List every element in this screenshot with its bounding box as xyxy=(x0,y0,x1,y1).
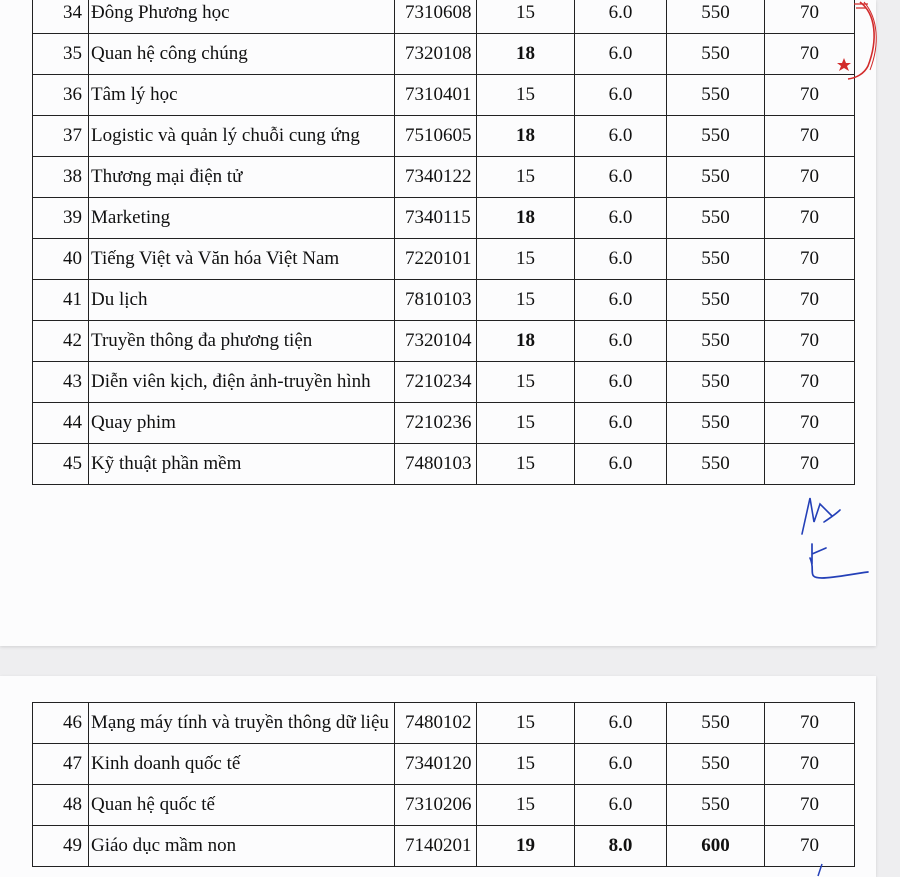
score-col-4: 70 xyxy=(765,744,855,785)
program-code: 7810103 xyxy=(395,280,477,321)
row-number: 37 xyxy=(33,116,89,157)
admission-score-table-2 xyxy=(32,702,855,867)
score-col-2: 6.0 xyxy=(575,444,667,485)
row-number: 39 xyxy=(33,198,89,239)
program-code: 7340122 xyxy=(395,157,477,198)
score-col-1: 15 xyxy=(477,362,575,403)
program-name: Giáo dục mầm non xyxy=(89,826,395,867)
score-col-3: 550 xyxy=(667,744,765,785)
row-number: 46 xyxy=(33,703,89,744)
table-row xyxy=(33,239,855,280)
program-name: Kỹ thuật phần mềm xyxy=(89,444,395,485)
program-code: 7310206 xyxy=(395,785,477,826)
program-name: Marketing xyxy=(89,198,395,239)
row-number: 43 xyxy=(33,362,89,403)
row-number: 40 xyxy=(33,239,89,280)
table-row xyxy=(33,703,855,744)
table-body-2 xyxy=(33,703,855,867)
score-col-3: 550 xyxy=(667,321,765,362)
program-name: Quan hệ công chúng xyxy=(89,34,395,75)
score-col-3: 550 xyxy=(667,198,765,239)
signature-stroke-bottom xyxy=(808,862,832,877)
score-col-4: 70 xyxy=(765,116,855,157)
score-col-2: 6.0 xyxy=(575,744,667,785)
score-col-2: 6.0 xyxy=(575,116,667,157)
score-col-4: 70 xyxy=(765,75,855,116)
score-col-2: 6.0 xyxy=(575,239,667,280)
program-code: 7140201 xyxy=(395,826,477,867)
program-code: 7210234 xyxy=(395,362,477,403)
score-col-2: 6.0 xyxy=(575,785,667,826)
table-row xyxy=(33,157,855,198)
score-col-1: 18 xyxy=(477,34,575,75)
program-name: Thương mại điện tử xyxy=(89,157,395,198)
program-code: 7210236 xyxy=(395,403,477,444)
score-col-1: 15 xyxy=(477,444,575,485)
table-row xyxy=(33,321,855,362)
table-row xyxy=(33,744,855,785)
score-col-4: 70 xyxy=(765,34,855,75)
score-col-2: 8.0 xyxy=(575,826,667,867)
score-col-1: 15 xyxy=(477,280,575,321)
program-code: 7340120 xyxy=(395,744,477,785)
table-row xyxy=(33,34,855,75)
score-col-2: 6.0 xyxy=(575,362,667,403)
row-number: 38 xyxy=(33,157,89,198)
table-row xyxy=(33,444,855,485)
table-row xyxy=(33,826,855,867)
score-col-4: 70 xyxy=(765,826,855,867)
score-col-4: 70 xyxy=(765,444,855,485)
score-col-4: 70 xyxy=(765,785,855,826)
program-name: Du lịch xyxy=(89,280,395,321)
program-name: Logistic và quản lý chuỗi cung ứng xyxy=(89,116,395,157)
signature-initials-1 xyxy=(796,492,846,537)
score-col-1: 15 xyxy=(477,403,575,444)
signature-initials-2 xyxy=(800,540,872,585)
score-col-1: 19 xyxy=(477,826,575,867)
score-col-3: 550 xyxy=(667,239,765,280)
score-col-4: 70 xyxy=(765,198,855,239)
row-number: 35 xyxy=(33,34,89,75)
score-col-2: 6.0 xyxy=(575,703,667,744)
score-col-3: 550 xyxy=(667,157,765,198)
score-col-4: 70 xyxy=(765,157,855,198)
program-code: 7310608 xyxy=(395,0,477,34)
score-col-3: 550 xyxy=(667,403,765,444)
program-name: Mạng máy tính và truyền thông dữ liệu xyxy=(89,703,395,744)
score-col-2: 6.0 xyxy=(575,280,667,321)
program-code: 7510605 xyxy=(395,116,477,157)
score-col-4: 70 xyxy=(765,321,855,362)
score-col-3: 550 xyxy=(667,75,765,116)
score-col-3: 550 xyxy=(667,280,765,321)
row-number: 36 xyxy=(33,75,89,116)
score-col-1: 15 xyxy=(477,744,575,785)
score-col-3: 550 xyxy=(667,116,765,157)
row-number: 41 xyxy=(33,280,89,321)
score-col-4: 70 xyxy=(765,0,855,34)
program-code: 7340115 xyxy=(395,198,477,239)
program-name: Diễn viên kịch, điện ảnh-truyền hình xyxy=(89,362,395,403)
score-col-4: 70 xyxy=(765,239,855,280)
table-row xyxy=(33,280,855,321)
program-code: 7310401 xyxy=(395,75,477,116)
red-stamp-mark xyxy=(820,0,880,80)
score-col-3: 550 xyxy=(667,362,765,403)
document-page-2 xyxy=(0,676,876,877)
score-col-3: 550 xyxy=(667,0,765,34)
admission-score-table-1 xyxy=(32,0,855,485)
program-code: 7320104 xyxy=(395,321,477,362)
score-col-2: 6.0 xyxy=(575,0,667,34)
score-col-1: 15 xyxy=(477,0,575,34)
table-row xyxy=(33,785,855,826)
score-col-2: 6.0 xyxy=(575,198,667,239)
program-name: Quan hệ quốc tế xyxy=(89,785,395,826)
program-code: 7480103 xyxy=(395,444,477,485)
score-col-4: 70 xyxy=(765,362,855,403)
score-col-1: 15 xyxy=(477,785,575,826)
program-name: Quay phim xyxy=(89,403,395,444)
score-col-3: 550 xyxy=(667,444,765,485)
row-number: 44 xyxy=(33,403,89,444)
score-col-2: 6.0 xyxy=(575,321,667,362)
score-col-3: 600 xyxy=(667,826,765,867)
score-col-3: 550 xyxy=(667,34,765,75)
row-number: 42 xyxy=(33,321,89,362)
score-col-4: 70 xyxy=(765,703,855,744)
row-number: 49 xyxy=(33,826,89,867)
row-number: 47 xyxy=(33,744,89,785)
score-col-4: 70 xyxy=(765,403,855,444)
table-row xyxy=(33,116,855,157)
table-body-1 xyxy=(33,0,855,485)
score-col-1: 15 xyxy=(477,703,575,744)
score-col-1: 15 xyxy=(477,239,575,280)
program-code: 7220101 xyxy=(395,239,477,280)
table-row xyxy=(33,403,855,444)
score-col-1: 18 xyxy=(477,116,575,157)
row-number: 48 xyxy=(33,785,89,826)
row-number: 45 xyxy=(33,444,89,485)
program-name: Tâm lý học xyxy=(89,75,395,116)
score-col-3: 550 xyxy=(667,785,765,826)
score-col-1: 15 xyxy=(477,75,575,116)
score-col-1: 18 xyxy=(477,321,575,362)
table-row xyxy=(33,198,855,239)
score-col-3: 550 xyxy=(667,703,765,744)
program-name: Tiếng Việt và Văn hóa Việt Nam xyxy=(89,239,395,280)
program-code: 7480102 xyxy=(395,703,477,744)
table-row xyxy=(33,362,855,403)
score-col-2: 6.0 xyxy=(575,403,667,444)
score-col-2: 6.0 xyxy=(575,75,667,116)
program-name: Kinh doanh quốc tế xyxy=(89,744,395,785)
score-col-1: 15 xyxy=(477,157,575,198)
program-name: Truyền thông đa phương tiện xyxy=(89,321,395,362)
score-col-1: 18 xyxy=(477,198,575,239)
score-col-4: 70 xyxy=(765,280,855,321)
score-col-2: 6.0 xyxy=(575,157,667,198)
row-number: 34 xyxy=(33,0,89,34)
score-col-2: 6.0 xyxy=(575,34,667,75)
table-row xyxy=(33,0,855,34)
table-row xyxy=(33,75,855,116)
program-code: 7320108 xyxy=(395,34,477,75)
program-name: Đông Phương học xyxy=(89,0,395,34)
